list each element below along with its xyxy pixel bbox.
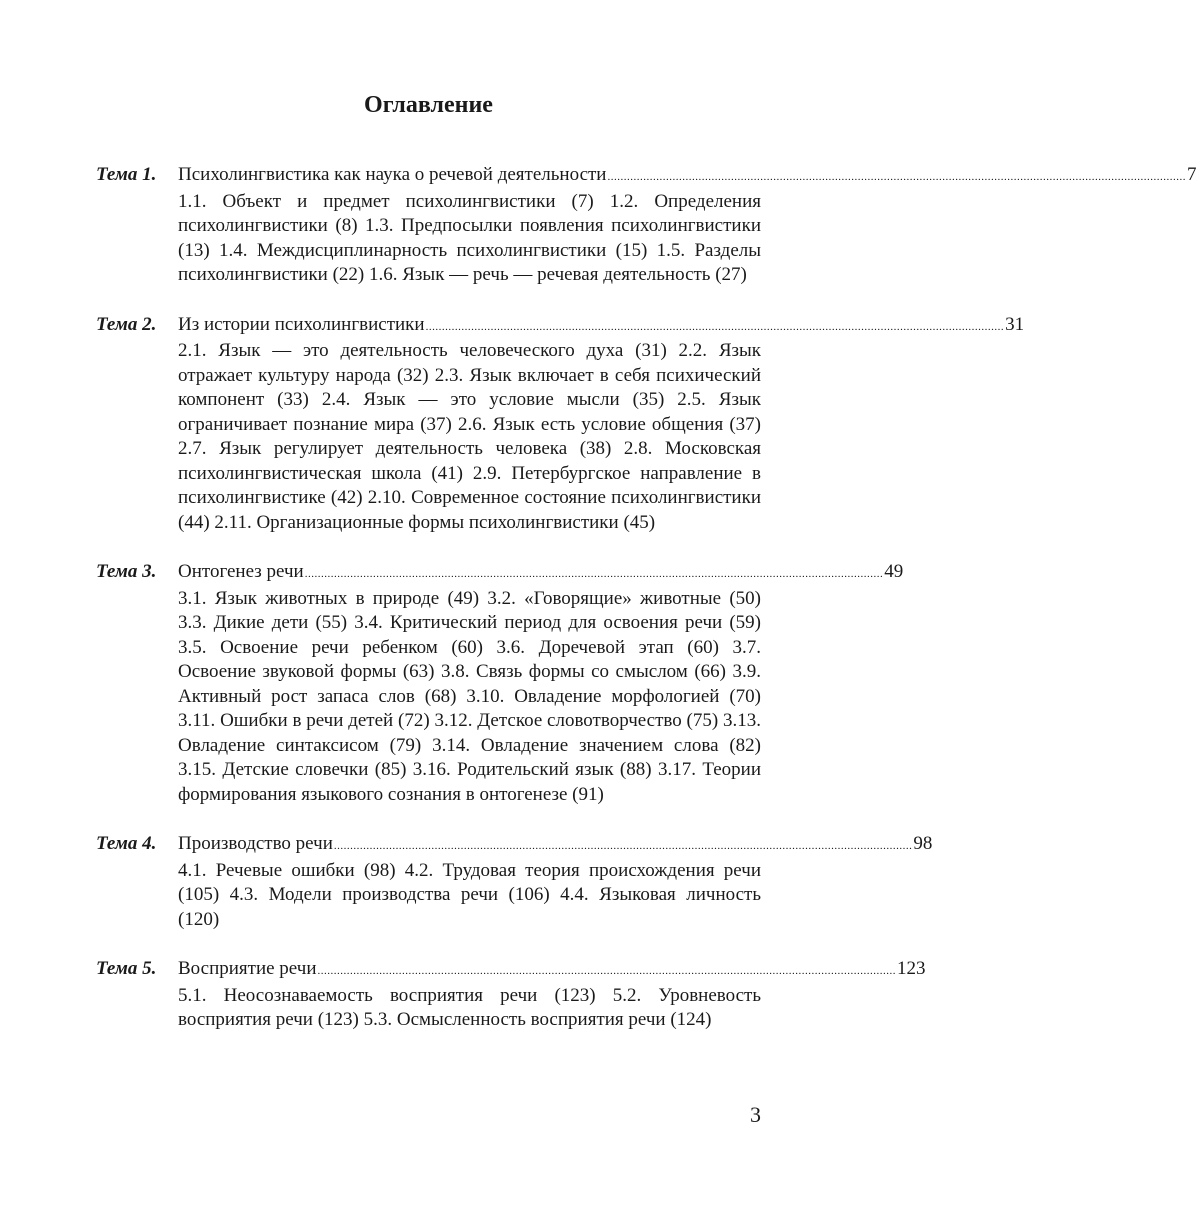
toc-entry-topic-1 (96, 163, 1196, 288)
dot-leader: .................................................................................................................................................................................. (333, 840, 913, 852)
dot-leader: .................................................................................................................................................................................. (317, 965, 896, 977)
toc-entry-topic-2 (96, 313, 1025, 536)
toc-entry-topic-5 (96, 957, 926, 1033)
topic-heading (178, 163, 1196, 190)
topic-subsections: 2.1. Язык — это деятельность человеческого духа (31) 2.2. Язык отражает культуру народа (32) 2.3. Язык включает в себя психический компонент (33) 2.4. Язык — это условие мысли (35) 2.5. Язык ограничивает познание мира (37) 2.6. Язык есть условие общения (37) 2.7. Язык регулирует деятельность человека (38) 2.8. Московская психолингвистическая школа (41) 2.9. Петербургское направление в психолингвистике (42) 2.10. Современное состояние психолингвистики (44) 2.11. Организационные формы психолингвистики (45) (178, 340, 761, 533)
topic-page: 7 (1186, 164, 1196, 185)
topic-label: Тема 5. (96, 958, 157, 979)
toc-entry-topic-3 (96, 560, 904, 807)
topic-label: Тема 3. (96, 561, 157, 582)
topic-page: 49 (884, 561, 904, 582)
topic-content (178, 832, 933, 932)
dot-leader: .................................................................................................................................................................................. (607, 171, 1186, 183)
topic-heading (178, 957, 926, 984)
topic-content (178, 163, 1196, 288)
page-number: 3 (750, 1102, 761, 1127)
topic-subsections: 3.1. Язык животных в природе (49) 3.2. «Говорящие» животные (50) 3.3. Дикие дети (55) 3.4. Критический период для освоения речи (59) 3.5. Освоение речи ребенком (60) 3.6. Доречевой этап (60) 3.7. Освоение звуковой формы (63) 3.8. Связь формы со смыслом (66) 3.9. Активный рост запаса слов (68) 3.10. Овладение морфологией (70) 3.11. Ошибки в речи детей (72) 3.12. Детское словотворчество (75) 3.13. Овладение синтаксисом (79) 3.14. Овладение значением слова (82) 3.15. Детские словечки (85) 3.16. Родительский язык (88) 3.17. Теории формирования языкового сознания в онтогенезе (91) (178, 587, 761, 805)
topic-heading (178, 560, 904, 587)
dot-leader: .................................................................................................................................................................................. (304, 568, 884, 580)
page-title: Оглавление (364, 92, 493, 118)
topic-name: Восприятие речи (178, 958, 317, 979)
topic-content (178, 957, 926, 1033)
topic-subsections: 1.1. Объект и предмет психолингвистики (7) 1.2. Определения психолингвистики (8) 1.3. Предпосылки появления психолингвистики (13) 1.4. Междисциплинарность психолингвистики (15) 1.5. Разделы психолингвистики (22) 1.6. Язык — речь — речевая деятельность (27) (178, 190, 761, 285)
topic-content (178, 313, 1025, 536)
topic-page: 98 (913, 833, 933, 854)
topic-name: Онтогенез речи (178, 561, 304, 582)
topic-label: Тема 2. (96, 313, 157, 335)
table-of-contents (96, 163, 1196, 1058)
dot-leader: .................................................................................................................................................................................. (425, 320, 1005, 333)
topic-name: Психолингвистика как наука о речевой деятельности (178, 164, 607, 185)
topic-heading (178, 832, 933, 859)
topic-name: Из истории психолингвистики (178, 313, 425, 335)
topic-label: Тема 4. (96, 833, 157, 854)
topic-name: Производство речи (178, 833, 333, 854)
toc-entry-topic-4 (96, 832, 933, 932)
topic-label: Тема 1. (96, 164, 157, 185)
topic-subsections: 4.1. Речевые ошибки (98) 4.2. Трудовая теория происхождения речи (105) 4.3. Модели производства речи (106) 4.4. Языковая личность (120) (178, 859, 761, 930)
topic-content (178, 560, 904, 807)
topic-subsections: 5.1. Неосознаваемость восприятия речи (123) 5.2. Уровневость восприятия речи (123) 5.3. Осмысленность восприятия речи (124) (178, 984, 761, 1030)
topic-page: 31 (1005, 313, 1025, 335)
topic-heading (178, 313, 1025, 340)
topic-page: 123 (897, 958, 926, 979)
